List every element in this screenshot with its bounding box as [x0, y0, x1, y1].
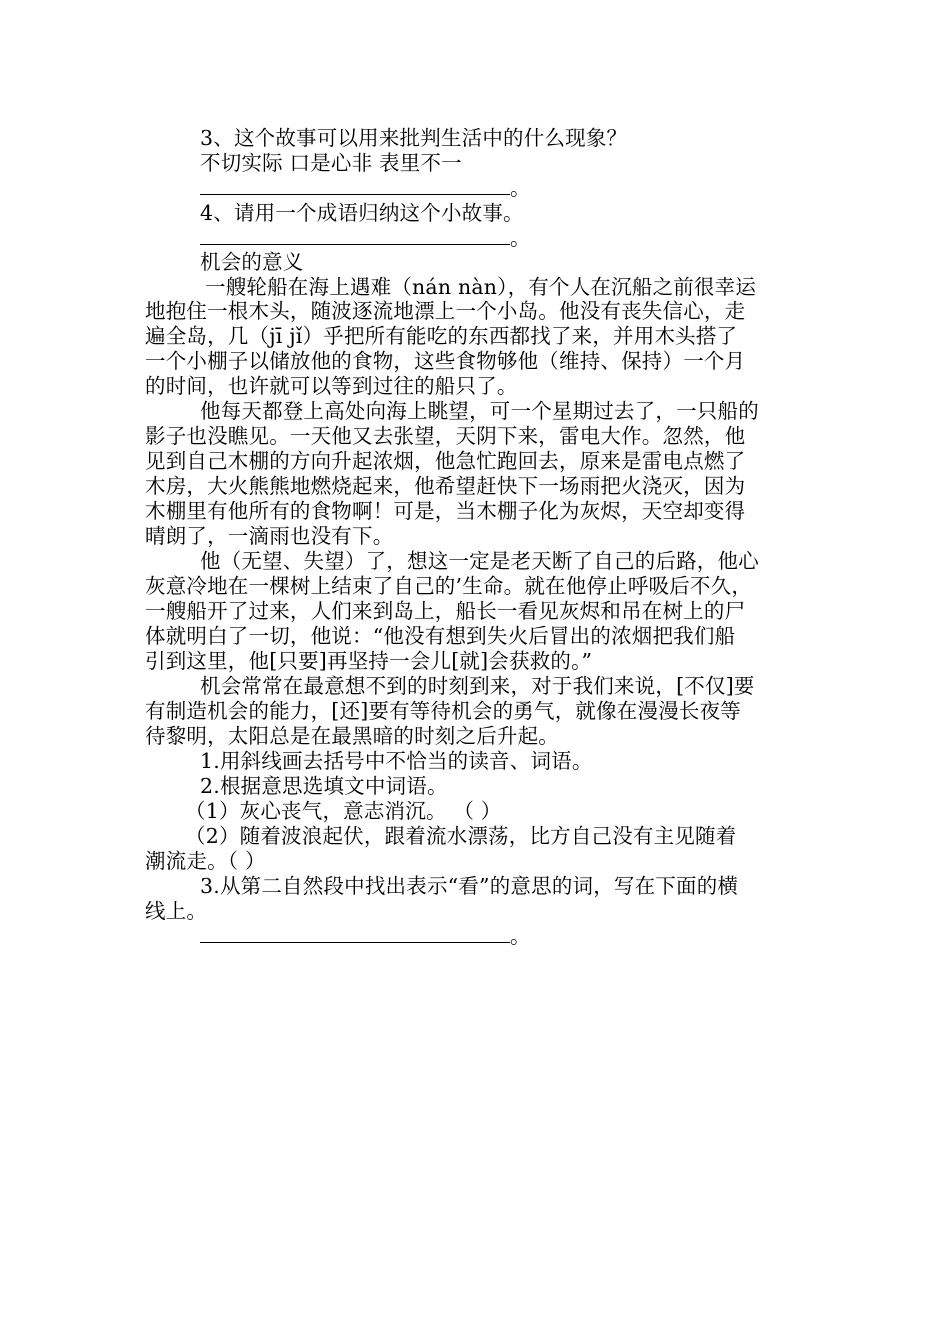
- article-line: 见到自己木棚的方向升起浓烟，他急忙跑回去，原来是雷电点燃了: [145, 449, 746, 473]
- answer-blank-q4[interactable]: [200, 226, 531, 250]
- question-4: 4、请用一个成语归纳这个小故事。: [200, 201, 524, 225]
- article-line: 有制造机会的能力，[还]要有等待机会的勇气，就像在漫漫长夜等: [145, 699, 741, 723]
- exercise-3-cont: 线上。: [145, 899, 208, 923]
- article-line: 遍全岛，几（jī jǐ）乎把所有能吃的东西都找了来，并用木头搭了: [145, 324, 738, 348]
- article-title: 机会的意义: [200, 250, 304, 274]
- article-line: 一艘轮船在海上遇难（nán nàn），有个人在沉船之前很幸运: [205, 275, 757, 299]
- article-line: 木房，大火熊熊地燃烧起来，他希望赶快下一场雨把火浇灭，因为: [145, 474, 746, 498]
- exercise-2-item-2: （2）随着波浪起伏，跟着流水漂荡，比方自己没有主见随着: [185, 824, 737, 848]
- article-line: 晴朗了，一滴雨也没有下。: [145, 524, 394, 548]
- article-line: 他每天都登上高处向海上眺望，可一个星期过去了，一只船的: [200, 399, 759, 423]
- answer-line: [200, 176, 510, 195]
- article-line: 一个小棚子以储放他的食物，这些食物够他（维持、保持）一个月: [145, 349, 746, 373]
- exercise-1: 1.用斜线画去括号中不恰当的读音、词语。: [200, 749, 593, 773]
- article-line: 机会常常在最意想不到的时刻到来，对于我们来说，[不仅]要: [200, 674, 755, 698]
- answer-line: [200, 226, 510, 245]
- answer-blank-q3[interactable]: [200, 176, 531, 200]
- exercise-3: 3.从第二自然段中找出表示“看”的意思的词，写在下面的横: [200, 874, 739, 898]
- exercise-2: 2.根据意思选填文中词语。: [200, 774, 448, 798]
- blank-period: 。: [510, 176, 531, 200]
- answer-blank-exercise-3[interactable]: [200, 924, 531, 948]
- blank-period: 。: [510, 924, 531, 948]
- article-line: 灰意冷地在一棵树上结束了自己的’生命。就在他停止呼吸后不久，: [145, 574, 753, 598]
- exercise-2-item-1: （1）灰心丧气，意志消沉。 （ ）: [185, 799, 502, 823]
- article-line: 他（无望、失望）了，想这一定是老天断了自己的后路，他心: [200, 549, 759, 573]
- question-3: 3、这个故事可以用来批判生活中的什么现象？: [200, 126, 628, 150]
- article-line: 一艘船开了过来，人们来到岛上，船长一看见灰烬和吊在树上的尸: [145, 599, 746, 623]
- article-line: 体就明白了一切，他说：“他没有想到失火后冒出的浓烟把我们船: [145, 624, 736, 648]
- question-3-options: 不切实际 口是心非 表里不一: [200, 151, 462, 175]
- blank-period: 。: [510, 226, 531, 250]
- exercise-2-item-2-cont: 潮流走。（ ）: [145, 849, 266, 873]
- answer-line: [200, 924, 510, 943]
- article-line: 地抱住一根木头，随波逐流地漂上一个小岛。他没有丧失信心，走: [145, 299, 746, 323]
- article-line: 木棚里有他所有的食物啊！可是，当木棚子化为灰烬，天空却变得: [145, 499, 746, 523]
- article-line: 的时间，也许就可以等到过往的船只了。: [145, 374, 518, 398]
- article-line: 引到这里，他[只要]再坚持一会儿[就]会获救的。”: [145, 649, 593, 673]
- article-line: 待黎明，太阳总是在最黑暗的时刻之后升起。: [145, 724, 559, 748]
- article-line: 影子也没瞧见。一天他又去张望，天阴下来，雷电大作。忽然，他: [145, 424, 746, 448]
